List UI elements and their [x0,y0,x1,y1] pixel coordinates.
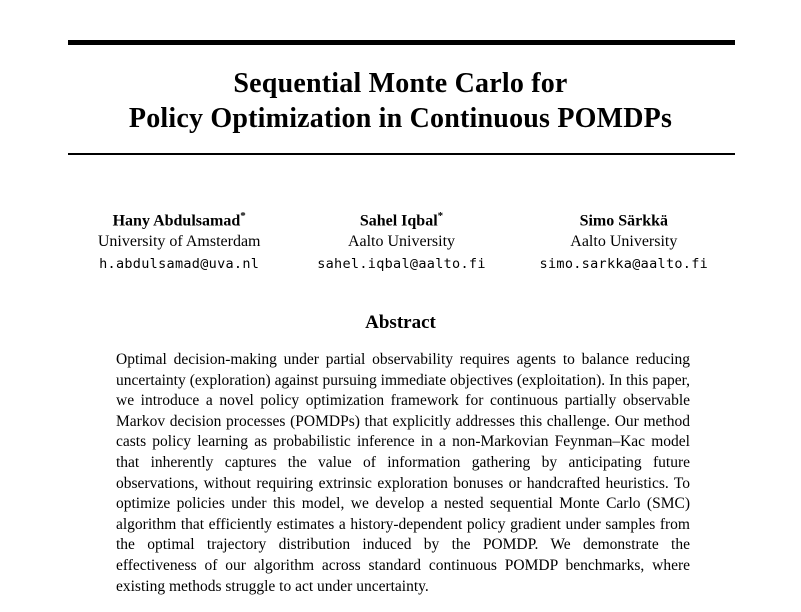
author-name [513,206,735,231]
author-affiliation: Aalto University [570,233,678,251]
author-block-1 [68,206,290,275]
paper-title-line-1: Sequential Monte Carlo for [233,68,568,99]
author-email: sahel.iqbal@aalto.fi [317,256,486,273]
author-name-text: Sahel Iqbal [359,212,438,230]
author-name-text: Hany Abdulsamad [112,212,241,230]
author-name-text: Simo Särkkä [579,212,669,230]
top-rule [68,40,735,45]
author-footnote-mark: * [437,210,444,222]
paper-title [0,66,801,136]
authors-row [68,206,735,275]
abstract-heading: Abstract [365,312,436,333]
author-name [68,206,290,231]
author-email: h.abdulsamad@uva.nl [99,256,260,273]
author-email: simo.sarkka@aalto.fi [539,256,709,273]
abstract-text: Optimal decision-making under partial observability requires agents to balance reducing uncertainty (exploration) against pursuing immediate objectives (exploitation). In this paper, we introduce a novel policy optimization framework for continuous partially observable Markov decision processes (POMDPs) that explicitly addresses this challenge. Our method casts policy learning as probabilistic inference in a non-Markovian Feynman–Kac model that inherently captures the value of information gathering by anticipating future observations, without requiring extrinsic exploration bonuses or handcrafted heuristics. To optimize policies under this model, we develop a nested sequential Monte Carlo (SMC) algorithm that efficiently estimates a history-dependent policy gradient under samples from the optimal trajectory distribution induced by the POMDP. We demonstrate the effectiveness of our algorithm across standard continuous POMDP benchmarks, where existing methods struggle to act under uncertainty. [116,351,690,595]
paper-title-line-2: Policy Optimization in Continuous POMDPs [128,103,673,134]
author-affiliation: Aalto University [347,233,456,251]
title-separator-rule [68,153,735,155]
author-affiliation: University of Amsterdam [97,233,261,251]
author-block-3 [513,206,735,275]
author-footnote-mark: * [240,210,246,222]
author-block-2 [290,206,512,275]
author-name [290,206,512,231]
